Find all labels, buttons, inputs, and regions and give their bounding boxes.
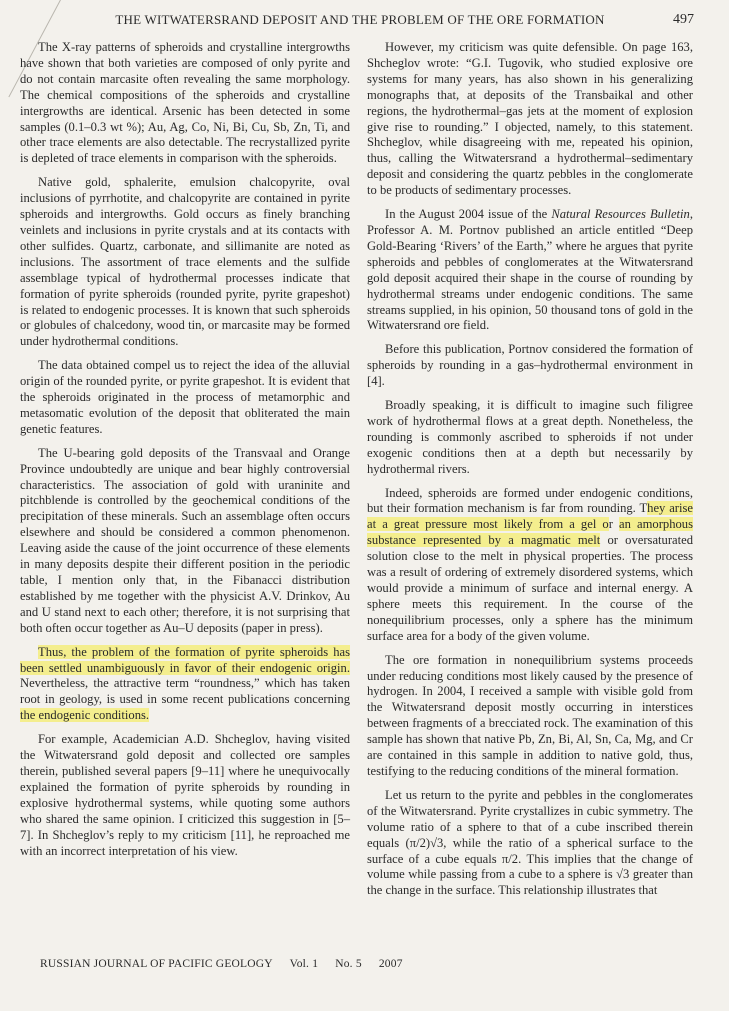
paragraph-text: In the August 2004 issue of the — [385, 207, 552, 222]
paragraph — [20, 645, 350, 725]
highlighted-text: the endogenic conditions. — [20, 708, 150, 723]
footer-number: No. 5 — [335, 958, 362, 970]
paragraph: For example, Academician A.D. Shcheglov, having visited the Witwatersrand gold deposit and collected ore samples therein, published several papers [9–11] where he unequivocally explained the formation of pyrite spheroids by rounding in explosive hydrothermal systems, while quoting some authors who shared the same opinion. I criticized this suggestion in [5–7]. In Shcheglov’s reply to my criticism [11], he reproached me with an incorrect interpretation of his view. — [20, 732, 350, 858]
paragraph: The data obtained compel us to reject the idea of the alluvial origin of the rounded pyrite, or pyrite grapeshot. It is evident that the spheroids originated in the process of metamorphic and metasomatic evolution of the deposit that obliterated the main genetic features. — [20, 358, 350, 436]
paragraph-text: Let us return to the pyrite and pebbles in the conglomerates of the Witwatersrand. Pyrite crystallizes in cubic symmetry. The volume ratio of a sphere to that of a cube inscribed therein equals (π/2) — [367, 787, 693, 850]
paragraph-text: or oversaturated solution close to the melt in physical properties. The process was a result of ordering of extremely disordered systems, which would provide a minimum of surface and internal energy. A sphere meets this requirement. In the course of the nonequilibrium processes, only a sphere has the minimum surface area for a body of the given volume. — [367, 533, 694, 643]
highlighted-text: hey arise at a great pressure most likely from a gel o — [367, 501, 693, 532]
running-footer — [40, 958, 417, 970]
paragraph: Native gold, sphalerite, emulsion chalcopyrite, oval inclusions of pyrrhotite, and chalcopyrite are contained in pyrite spheroids and intergrowths. Gold occurs as finely branching veinlets and inclusions in pyrite crystals and at its contacts with other sulfides. Quartz, carbonate, and sillimanite are noted as inclusions. The assortment of trace elements and the sulfide assemblage typical of hydrothermal processes indicate that formation of pyrite spheroids (rounded pyrite, pyrite grapeshot) is related to endogenic processes. It is known that such spheroids or globules of chalcedony, wood tin, or marcasite may be formed under hydrothermal conditions. — [20, 175, 350, 349]
paragraph-text: greater than the change in the surface. This relationship illustrates that — [367, 867, 693, 898]
paragraph — [367, 207, 693, 334]
paragraph: However, my criticism was quite defensible. On page 163, Shcheglov wrote: “G.I. Tugovik, who studied explosive ore systems for many years, has also shown in his generalizing monographs that, at deposits of the Transbaikal and other regions, the hydrothermal–gas jets at the moment of explosion give rise to rounding.” I objected, namely, to this statement. Shcheglov, while disagreeing with me, repeated his opinion, thus, calling the Witwatersrand a hydrothermal–sedimentary deposit and considering the quartz pebbles in the conglomerate to be products of sedimentary processes. — [367, 40, 693, 198]
paragraph — [367, 788, 693, 899]
sqrt-formula: √3 — [616, 867, 630, 882]
paragraph: The U-bearing gold deposits of the Transvaal and Orange Province undoubtedly are unique and bear highly controversial characteristics. The association of gold with uraninite and pitchblende is controlled by the geochemical conditions of the precipitation of these minerals. Such an assemblage often occurs elsewhere and should be considered a common phenomenon. Leaving aside the cause of the joint occurrence of these elements in many deposits despite their different position in the periodic table, I mention only that, in the Fibanacci distribution established by me together with the physicist A.V. Drinkov, Au and U stand next to each other; therefore, it is not surprising that both often occur together as Au–U deposits (paper in press). — [20, 445, 350, 635]
highlighted-text: Thus, the problem of the formation of pyrite spheroids has been settled unambiguously in favor of their endogenic origin. — [20, 644, 350, 675]
highlighted-text: an amorphous substance represented by a magmatic melt — [367, 517, 694, 548]
paragraph-text: r — [608, 517, 620, 532]
journal-name: Natural Resources Bulletin — [551, 207, 690, 222]
paragraph: The ore formation in nonequilibrium systems proceeds under reducing conditions most likely caused by the presence of hydrogen. In 2004, I received a sample with visible gold from the Witwatersrand deposit mostly occurring in interstices between fragments of a brecciated rock. The examination of this sample has shown that native Pb, Zn, Bi, Al, Sn, Ca, Mg, and Cr are contained in this sample in addition to native gold, thus, testifying to the reducing conditions of the mineral formation. — [367, 652, 693, 778]
footer-journal: RUSSIAN JOURNAL OF PACIFIC GEOLOGY — [40, 958, 273, 970]
running-head: THE WITWATERSRAND DEPOSIT AND THE PROBLEM OF THE ORE FORMATION — [115, 12, 605, 27]
sqrt-formula: √3 — [430, 835, 444, 850]
paragraph-text: Indeed, spheroids are formed under endogenic conditions, but their formation mechanism is far from rounding. T — [367, 485, 693, 516]
left-column — [20, 40, 350, 867]
paragraph-text: , Professor A. M. Portnov published an article entitled “Deep Gold-Bearing ‘Rivers’ of the Earth,” where he argues that pyrite spheroids and pebbles of conglomerates at the Witwatersrand gold deposit acquired their shape in the course of rounding by hydrothermal streams under endogenic conditions. The same streams supplied, in his opinion, 50 thousand tons of gold in the Witwatersrand ore field. — [367, 207, 694, 333]
paragraph — [367, 486, 693, 645]
paragraph-text: Nevertheless, the attractive term “roundness,” which has taken root in geology, is used in some recent publications concerning — [20, 676, 350, 707]
paragraph: Before this publication, Portnov considered the formation of spheroids by rounding in a gas–hydrothermal environment in [4]. — [367, 342, 693, 389]
page-number: 497 — [673, 12, 694, 27]
footer-year: 2007 — [378, 958, 403, 970]
paragraph-text: , while the ratio of a spherical surface to the surface of a cube equals π/2. This implies that the change of volume while passing from a cube to a sphere is — [367, 835, 693, 882]
right-column — [367, 40, 693, 907]
footer-volume: Vol. 1 — [289, 958, 319, 970]
paragraph: Broadly speaking, it is difficult to imagine such filigree work of hydrothermal flows at a great depth. Nonetheless, the rounding is commonly ascribed to spheroids if not under exogenic conditions then at a depth but necessarily by hydrothermal rivers. — [367, 398, 693, 476]
paragraph: The X-ray patterns of spheroids and crystalline intergrowths have shown that both varieties are composed of only pyrite and do not contain marcasite often revealing the same morphology. The chemical compositions of the spheroids and crystalline intergrowths are identical. Arsenic has been detected in some samples (0.1–0.3 wt %); Au, Ag, Co, Ni, Bi, Cu, Sb, Zn, Ti, and other trace elements are also detectable. The recrystallized pyrite is depleted of trace elements in comparison with the spheroids. — [20, 40, 350, 166]
